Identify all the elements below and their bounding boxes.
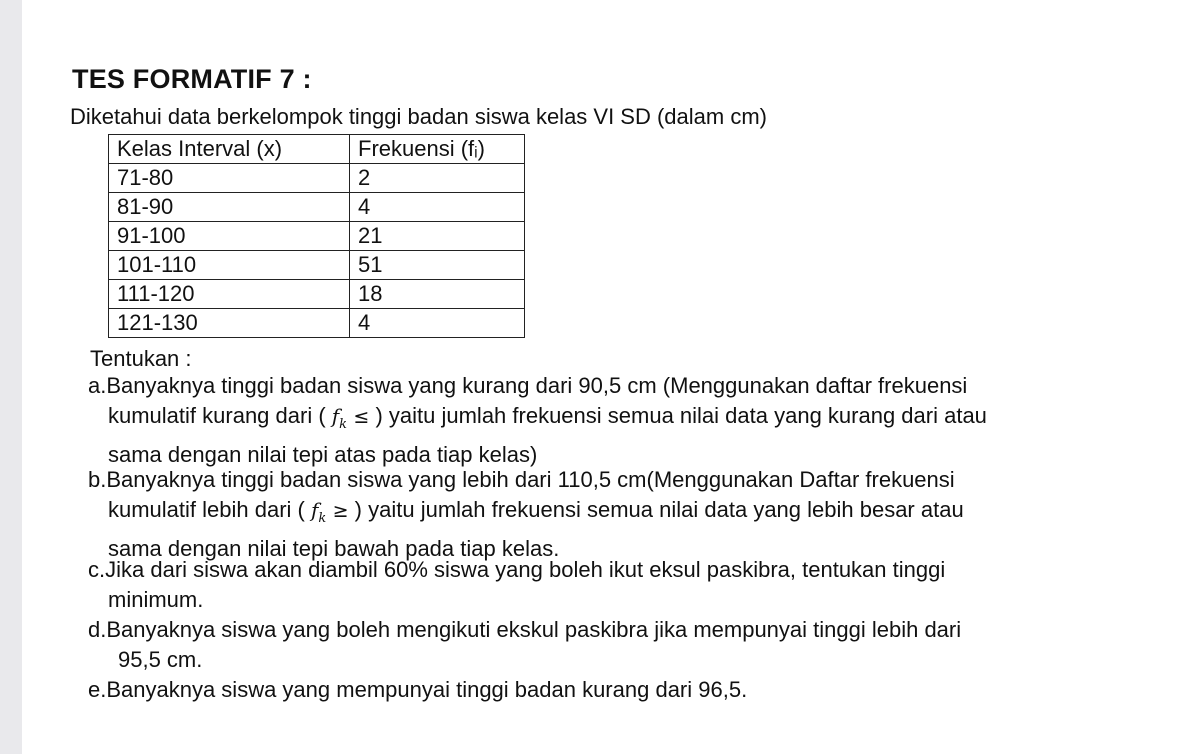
prompt-label: Tentukan : [90, 346, 192, 371]
question-a [88, 371, 1128, 470]
cell-interval: 111-120 [109, 280, 350, 309]
cell-interval: 71-80 [109, 164, 350, 193]
cell-frequency: 4 [350, 193, 525, 222]
table-row [109, 280, 525, 309]
question-c-line1: c.Jika dari siswa akan diambil 60% siswa yang boleh ikut eksul paskibra, tentukan tinggi [88, 557, 946, 582]
cell-interval: 121-130 [109, 309, 350, 338]
cell-interval: 101-110 [109, 251, 350, 280]
cell-frequency: 51 [350, 251, 525, 280]
header-frequency: Frekuensi (fᵢ) [350, 135, 525, 164]
cell-frequency: 2 [350, 164, 525, 193]
header-class-interval: Kelas Interval (x) [109, 135, 350, 164]
question-b-line2: kumulatif lebih dari ( $f_k$ ≥ ) yaitu jumlah frekuensi semua nilai data yang lebih besar atau [108, 497, 964, 526]
question-a-line1: a.Banyaknya tinggi badan siswa yang kurang dari 90,5 cm (Menggunakan daftar frekuensi [88, 373, 968, 398]
cell-frequency: 21 [350, 222, 525, 251]
question-c-line2: minimum. [108, 587, 204, 612]
question-b-line3: sama dengan nilai tepi bawah pada tiap kelas. [108, 536, 560, 561]
table-row [109, 164, 525, 193]
question-d-line1: d.Banyaknya siswa yang boleh mengikuti ekskul paskibra jika mempunyai tinggi lebih dari [88, 617, 962, 642]
page-title: TES FORMATIF 7 : [72, 64, 312, 94]
question-a-line2: kumulatif kurang dari ( $f_k$ ≤ ) yaitu jumlah frekuensi semua nilai data yang kurang dari atau [108, 403, 987, 432]
document-page [22, 0, 1200, 754]
question-d-line2: 95,5 cm. [118, 647, 203, 672]
question-b [88, 465, 1128, 564]
intro-text: Diketahui data berkelompok tinggi badan siswa kelas VI SD (dalam cm) [70, 104, 767, 129]
question-e-line1: e.Banyaknya siswa yang mempunyai tinggi badan kurang dari 96,5. [88, 677, 748, 702]
question-c [88, 555, 1128, 615]
table-row [109, 251, 525, 280]
math-fk: $f_k$ ≥ [310, 498, 349, 526]
cell-interval: 81-90 [109, 193, 350, 222]
question-d [88, 615, 1128, 675]
cell-interval: 91-100 [109, 222, 350, 251]
frequency-table [108, 134, 525, 338]
table-header-row [109, 135, 525, 164]
math-fk: $f_k$ ≤ [331, 404, 370, 432]
question-a-line3: sama dengan nilai tepi atas pada tiap kelas) [108, 442, 538, 467]
table-row [109, 309, 525, 338]
question-e [88, 675, 1128, 705]
cell-frequency: 4 [350, 309, 525, 338]
question-b-line1: b.Banyaknya tinggi badan siswa yang lebih dari 110,5 cm(Menggunakan Daftar frekuensi [88, 467, 955, 492]
table-row [109, 222, 525, 251]
table-row [109, 193, 525, 222]
cell-frequency: 18 [350, 280, 525, 309]
